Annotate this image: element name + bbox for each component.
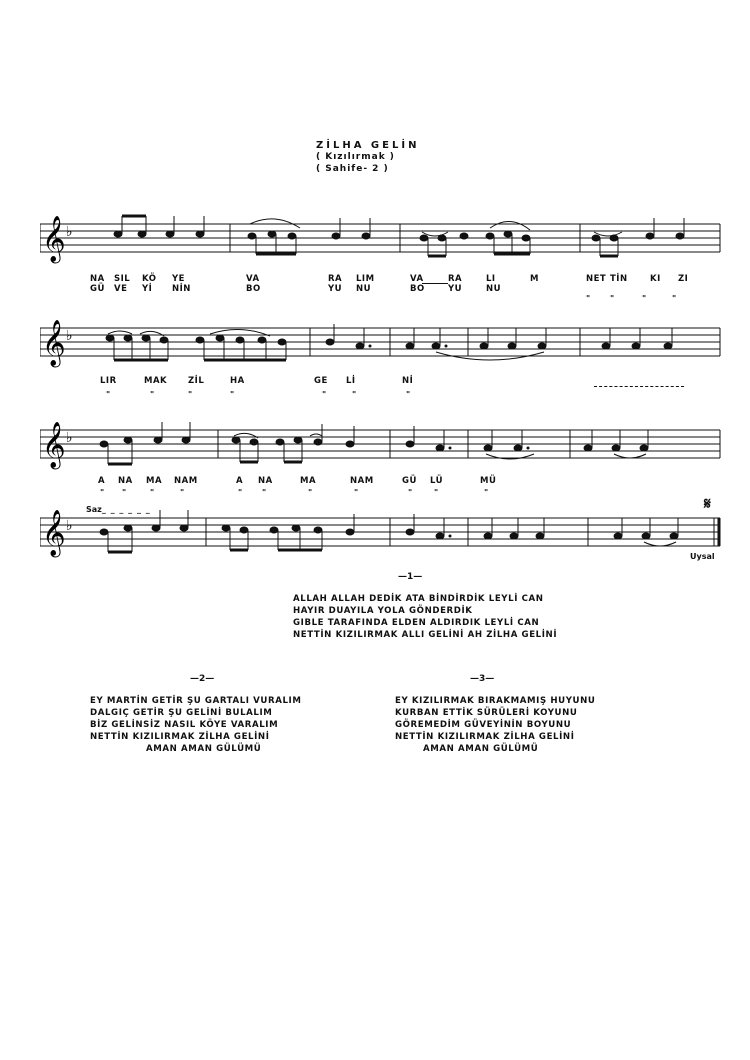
syllable: NA: [118, 476, 133, 486]
verse-line: EY MARTİN GETİR ŞU GARTALI VURALIM: [90, 696, 302, 706]
syllable: YE: [172, 274, 185, 284]
syllable: NAM: [174, 476, 198, 486]
svg-text:𝄞: 𝄞: [42, 216, 66, 262]
ditto-mark: ": [586, 294, 591, 303]
svg-text:𝄞: 𝄞: [42, 422, 66, 468]
verse-line: DALGIÇ GETİR ŞU GELİNİ BULALIM: [90, 708, 273, 718]
syllable: Nİ: [402, 376, 414, 386]
ditto-mark: ": [262, 488, 267, 497]
verse-1: [293, 593, 557, 641]
syllable: RA: [328, 274, 343, 284]
page-label: ( Sahife- 2 ): [316, 164, 389, 174]
syllable: MA: [146, 476, 163, 486]
ditto-mark: ": [150, 390, 155, 399]
ditto-mark: ": [180, 488, 185, 497]
ditto-mark: ": [610, 294, 615, 303]
verse-line: KURBAN ETTİK SÜRÜLERİ KOYUNU: [395, 708, 578, 718]
ditto-mark: ": [238, 488, 243, 497]
syllable: MA: [300, 476, 317, 486]
syllable: BO: [246, 284, 261, 294]
syllable: TİN: [610, 274, 628, 284]
staff-2: [40, 318, 725, 378]
syllable: A: [98, 476, 106, 486]
ditto-mark: ": [100, 488, 105, 497]
saz-label: Saz: [86, 505, 102, 514]
segno-icon: 𝄋: [704, 494, 711, 513]
svg-text:♭: ♭: [66, 430, 73, 446]
syllable: NA: [258, 476, 273, 486]
syllable: NU: [486, 284, 502, 294]
syllable: YU: [328, 284, 343, 294]
staff-3: [40, 420, 725, 480]
verse-1-number: —1—: [398, 572, 423, 582]
ditto-mark: ": [122, 488, 127, 497]
verse-line: EY KIZILIRMAK BIRAKMAMIŞ HUYUNU: [395, 696, 596, 706]
ditto-mark: ": [408, 488, 413, 497]
ditto-mark: ": [434, 488, 439, 497]
staff-4: [40, 508, 725, 568]
ditto-mark: ": [354, 488, 359, 497]
svg-text:♭: ♭: [66, 224, 73, 240]
verse-2: [90, 695, 301, 755]
syllable: NU: [356, 284, 372, 294]
syllable: ZİL: [188, 376, 205, 386]
syllable: MÜ: [480, 476, 497, 486]
verse-line: NETTİN KIZILIRMAK ALLI GELİNİ AH ZİLHA GELİNİ: [293, 630, 558, 640]
ditto-mark: ": [150, 488, 155, 497]
verse-line: GIBLE TARAFINDA ELDEN ALDIRDIK LEYLİ CAN: [293, 618, 540, 628]
verse-3: [395, 695, 595, 755]
syllable: M: [530, 274, 539, 284]
syllable: LÜ: [430, 476, 444, 486]
syllable: VA: [410, 274, 424, 284]
ditto-mark: ": [230, 390, 235, 399]
ditto-mark: ": [484, 488, 489, 497]
verse-line: NETTİN KIZILIRMAK ZİLHA GELİNİ: [90, 732, 270, 742]
ditto-mark: ": [642, 294, 647, 303]
syllable: A: [236, 476, 244, 486]
syllable: LIR: [100, 376, 117, 386]
syllable: Lİ: [346, 376, 356, 386]
ditto-mark: ": [672, 294, 677, 303]
syllable: NAM: [350, 476, 374, 486]
arranger-name: Uysal: [690, 552, 715, 561]
ditto-mark: ": [322, 390, 327, 399]
syllable: KÖ: [142, 274, 157, 284]
saz-marking: Saz_ _ _ _ _ _: [86, 505, 151, 514]
staff-1: [40, 210, 725, 280]
syllable: NET: [586, 274, 607, 284]
verse-line: HAYIR DUAYILA YOLA GÖNDERDİK: [293, 606, 473, 616]
syllable: NİN: [172, 284, 191, 294]
ditto-mark: ": [188, 390, 193, 399]
verse-line: GÖREMEDİM GÜVEYİNİN BOYUNU: [395, 720, 572, 730]
syllable: HA: [230, 376, 245, 386]
syllable: VA: [246, 274, 260, 284]
ditto-mark: ": [106, 390, 111, 399]
verse-2-number: —2—: [190, 674, 215, 684]
verse-refrain: AMAN AMAN GÜLÜMÜ: [423, 744, 539, 754]
syllable: Yİ: [142, 284, 153, 294]
syllable: GE: [314, 376, 328, 386]
ditto-mark: ": [352, 390, 357, 399]
syllable: MAK: [144, 376, 168, 386]
syllable: BO: [410, 284, 425, 294]
melisma-line: [422, 283, 448, 284]
syllable: LIM: [356, 274, 375, 284]
syllable: GÜ: [90, 284, 105, 294]
syllable: NA: [90, 274, 105, 284]
svg-text:𝄞: 𝄞: [42, 510, 66, 556]
svg-text:♭: ♭: [66, 328, 73, 344]
verse-line: NETTİN KIZILIRMAK ZİLHA GELİNİ: [395, 732, 575, 742]
song-subtitle: ( Kızılırmak ): [316, 152, 395, 162]
syllable: SIL: [114, 274, 131, 284]
verse-3-number: —3—: [470, 674, 495, 684]
syllable: GÜ: [402, 476, 417, 486]
verse-line: BİZ GELİNSİZ NASIL KÖYE VARALIM: [90, 720, 279, 730]
syllable: YU: [448, 284, 463, 294]
ditto-mark: ": [406, 390, 411, 399]
syllable: RA: [448, 274, 463, 284]
syllable: VE: [114, 284, 128, 294]
ditto-mark: ": [308, 488, 313, 497]
verse-line: ALLAH ALLAH DEDİK ATA BİNDİRDİK LEYLİ CAN: [293, 594, 544, 604]
syllable: LI: [486, 274, 496, 284]
verse-refrain: AMAN AMAN GÜLÜMÜ: [146, 744, 262, 754]
syllable: KI: [650, 274, 661, 284]
syllable: ZI: [678, 274, 689, 284]
continuation-line: [594, 386, 684, 387]
svg-text:𝄞: 𝄞: [42, 320, 66, 366]
svg-text:♭: ♭: [66, 518, 73, 534]
song-title: ZİLHA GELİN: [316, 140, 420, 151]
